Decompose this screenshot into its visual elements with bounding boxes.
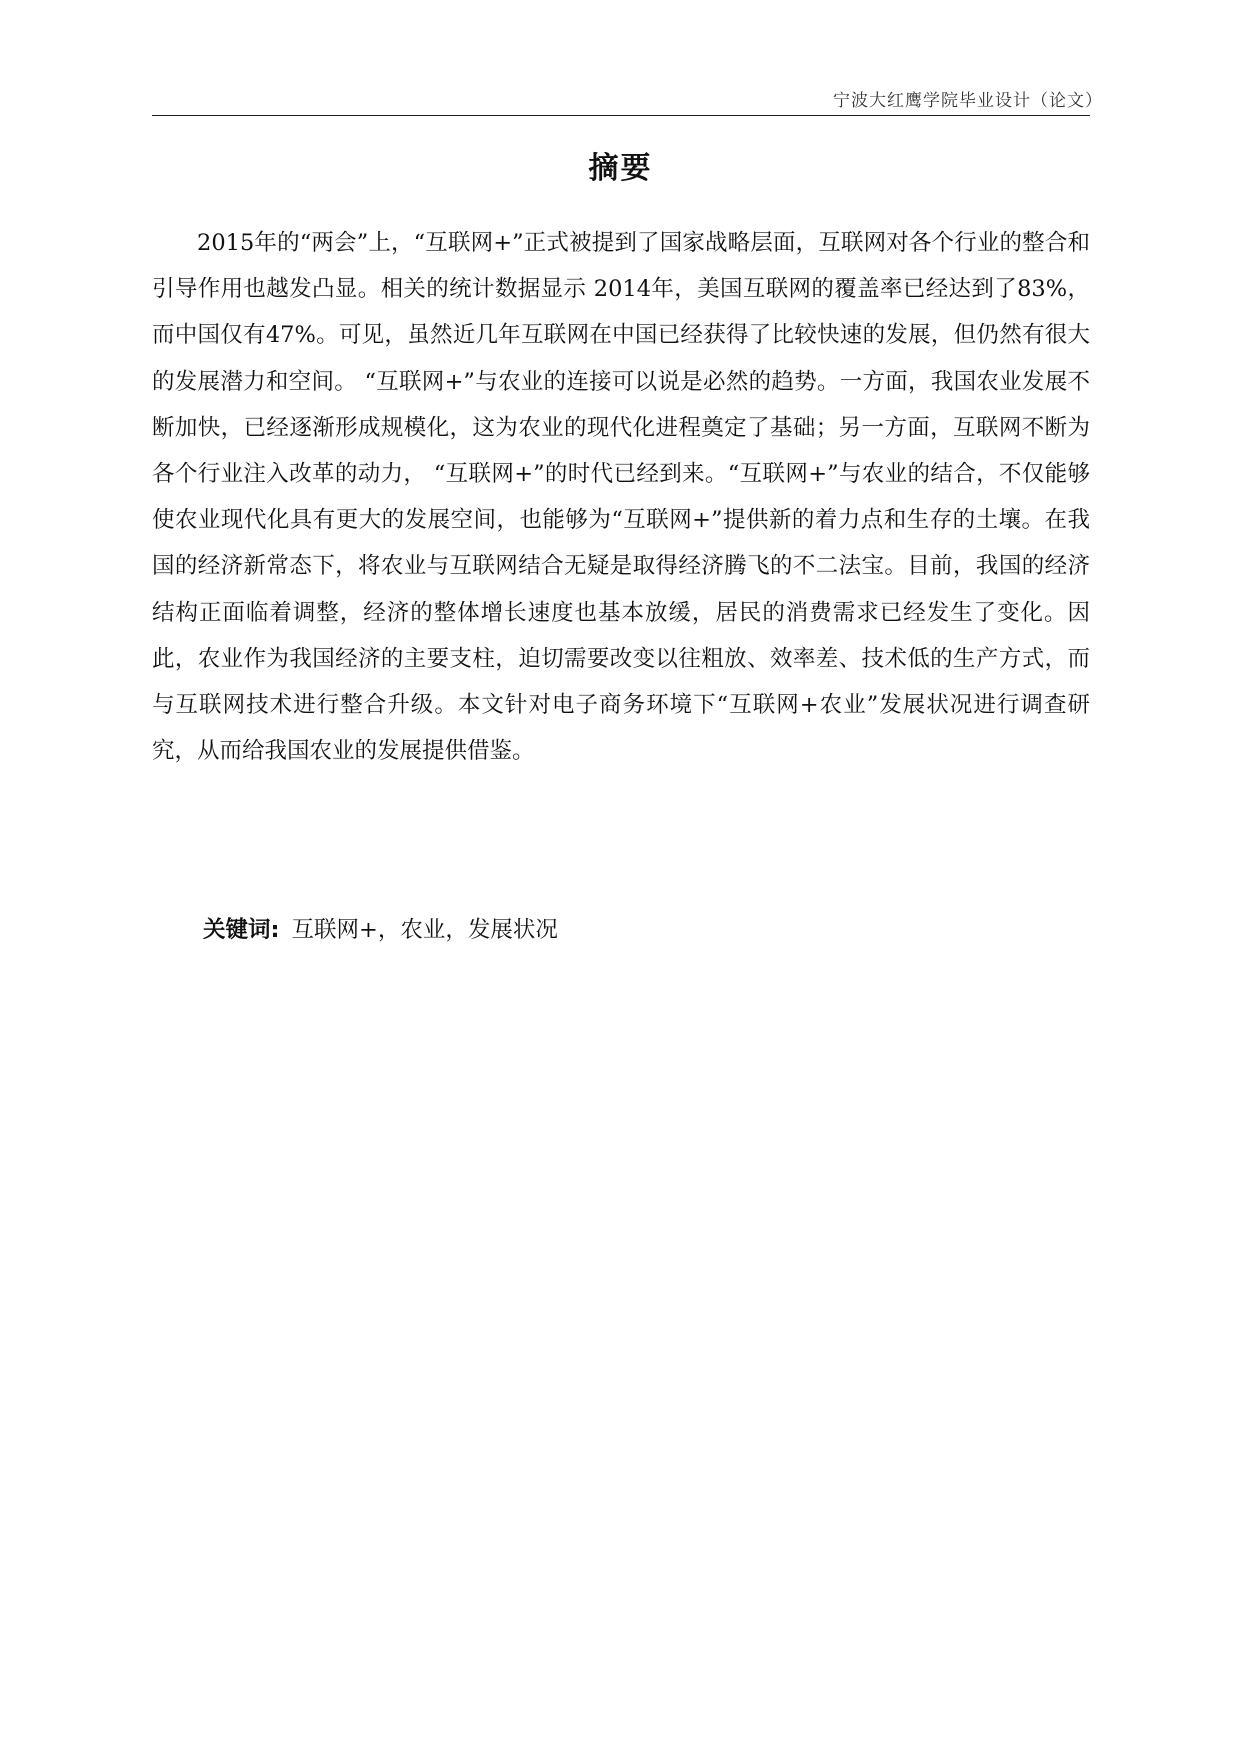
keywords-value: 互联网+，农业，发展状况 (291, 917, 558, 943)
keywords-label: 关键词: (203, 917, 280, 943)
abstract-title: 摘要 (588, 151, 653, 186)
abstract-body: 2015年的“两会”上，“互联网+”正式被提到了国家战略层面，互联网对各个行业的整合和引导作用也越发凸显。相关的统计数据显示 2014年，美国互联网的覆盖率已经达到了83%，而中国仅有47%。可见，虽然近几年互联网在中国已经获得了比较快速的发展，但仍然有很大的发展潜力和空间。 “互联网+”与农业的连接可以说是必然的趋势。一方面，我国农业发展不断加快，已经逐渐形成规模化，这为农业的现代化进程奠定了基础；另一方面，互联网不断为各个行业注入改革的动力， “互联网+”的时代已经到来。“互联网+”与农业的结合，不仅能够使农业现代化具有更大的发展空间，也能够为“互联网+”提供新的着力点和生存的土壤。在我国的经济新常态下，将农业与互联网结合无疑是取得经济腾飞的不二法宝。目前，我国的经济结构正面临着调整，经济的整体增长速度也基本放缓，居民的消费需求已经发生了变化。因此，农业作为我国经济的主要支柱，迫切需要改变以往粗放、效率差、技术低的生产方式，而与互联网技术进行整合升级。本文针对电子商务环境下“互联网+农业”发展状况进行调查研究，从而给我国农业的发展提供借鉴。 (152, 230, 1090, 765)
running-header: 宁波大红鹰学院毕业设计（论文） (833, 91, 1103, 111)
keywords-line (203, 910, 558, 950)
header-divider (152, 115, 1090, 116)
